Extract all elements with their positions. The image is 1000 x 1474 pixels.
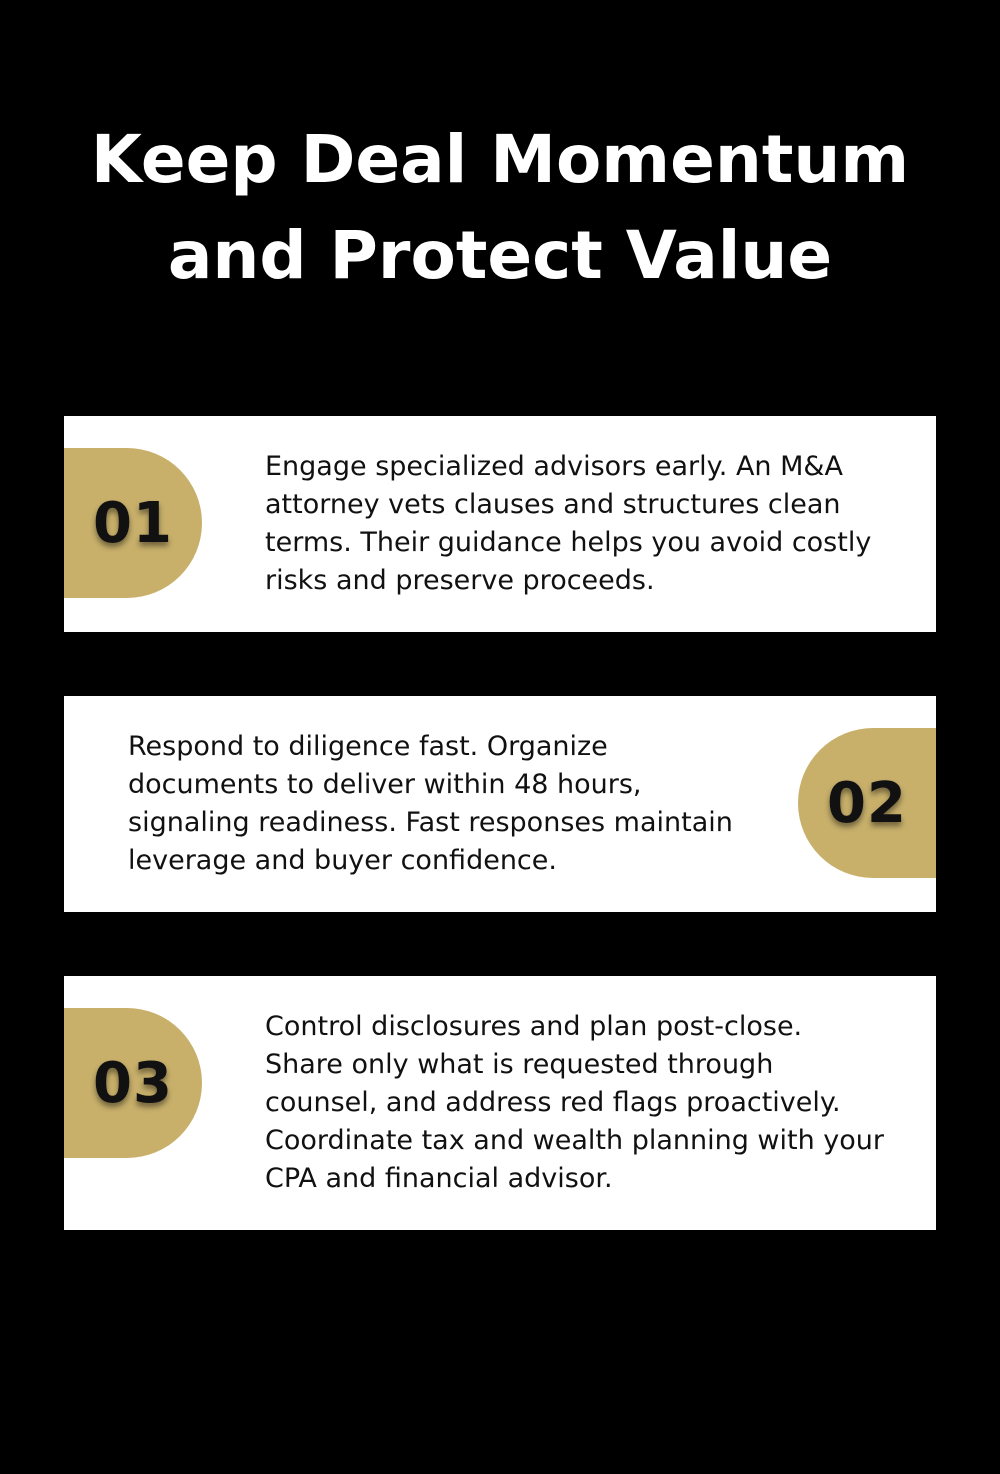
- step-number-badge-1: [64, 448, 202, 598]
- step-number-1: 01: [93, 490, 173, 556]
- step-number-badge-3: [64, 1008, 202, 1158]
- step-card-1: [64, 416, 936, 632]
- step-number-3: 03: [93, 1050, 173, 1116]
- step-text-3: Control disclosures and plan post-close. Share only what is requested through counsel, and address red flags proactively. Coordinate tax and wealth planning with your CPA and financial advisor.: [265, 1011, 885, 1194]
- step-card-2: [64, 696, 936, 912]
- step-number-2: 02: [827, 770, 907, 836]
- page-title-line-1: Keep Deal Momentum: [90, 121, 910, 198]
- page-title: [0, 112, 1000, 304]
- step-card-3: [64, 976, 936, 1230]
- step-text-2: Respond to diligence fast. Organize documents to deliver within 48 hours, signaling readiness. Fast responses maintain leverage and buyer confidence.: [128, 731, 733, 876]
- step-text-1: Engage specialized advisors early. An M&A attorney vets clauses and structures clean terms. Their guidance helps you avoid costly risks and preserve proceeds.: [265, 451, 872, 596]
- page-title-line-2: and Protect Value: [167, 217, 833, 294]
- step-number-badge-2: [798, 728, 936, 878]
